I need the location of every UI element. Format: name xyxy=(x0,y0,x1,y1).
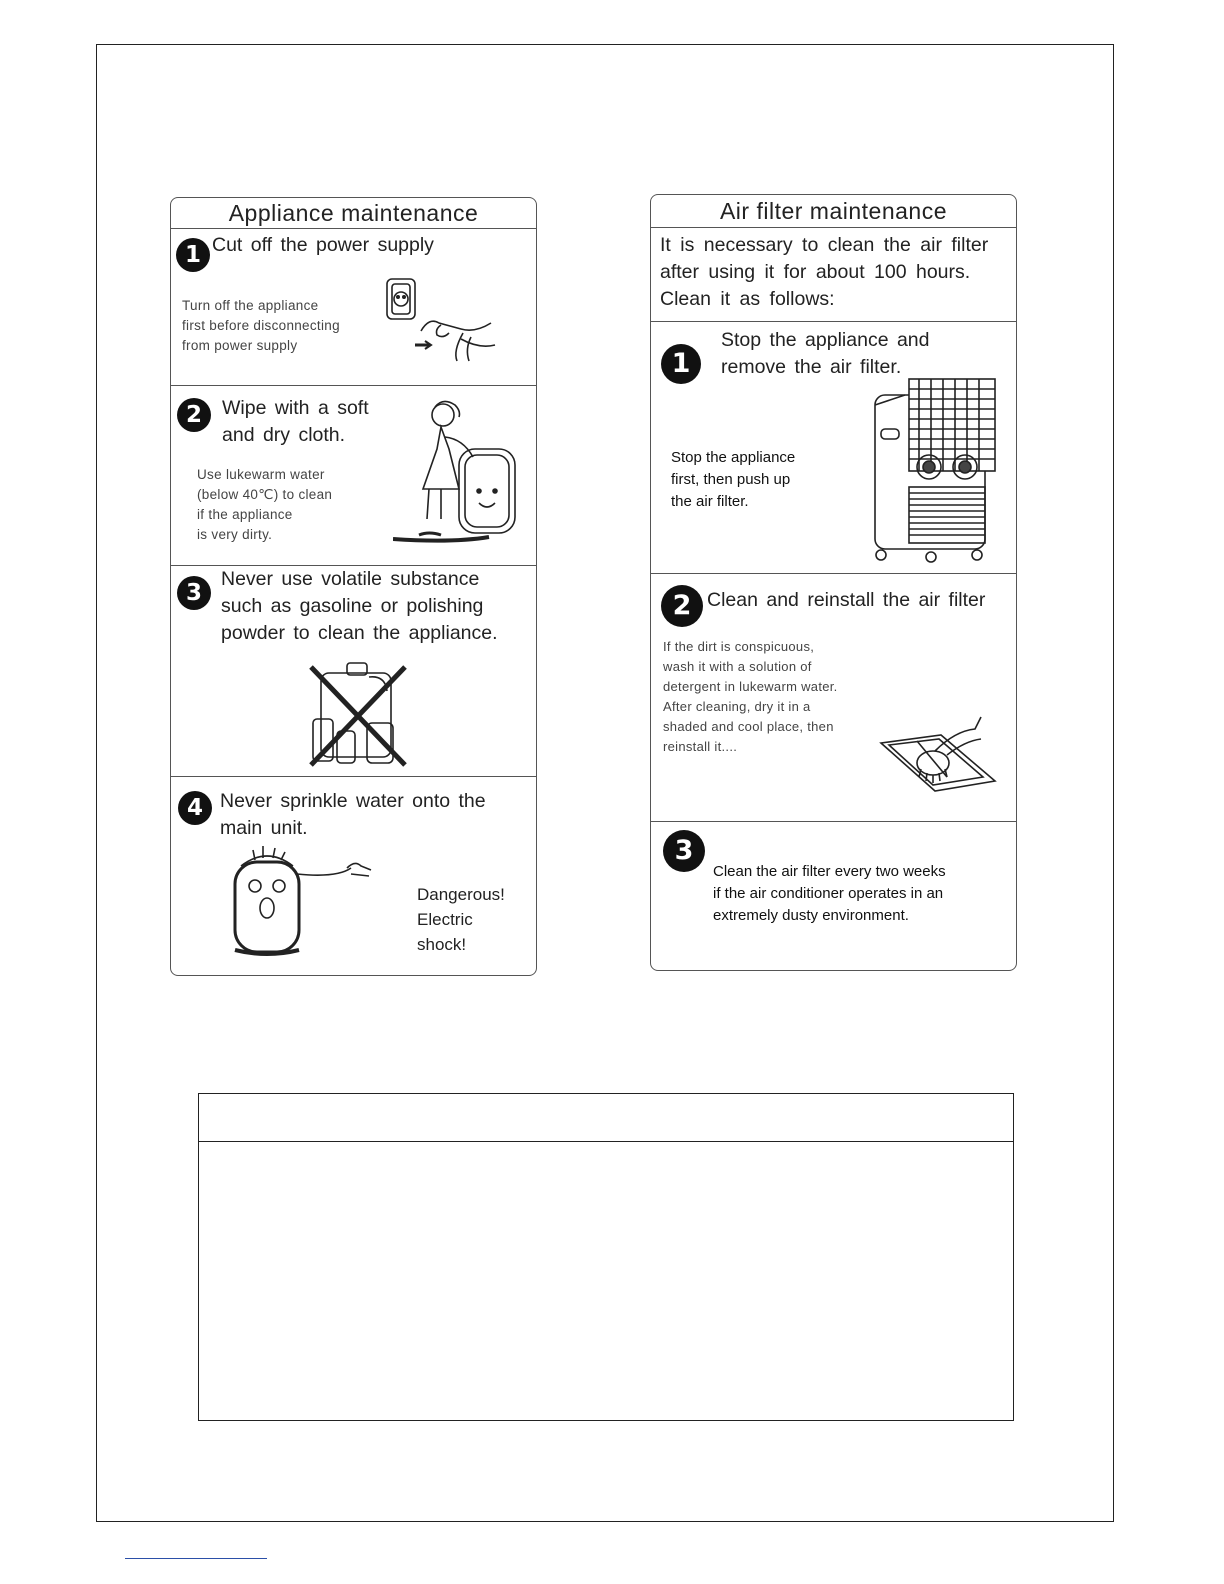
step-number-badge: 1 xyxy=(176,238,210,272)
footnote-rule xyxy=(125,1558,267,1559)
appliance-step-2 xyxy=(171,385,536,566)
unplug-illustration xyxy=(381,273,506,363)
step-number-badge: 2 xyxy=(177,398,211,432)
air-conditioner-illustration xyxy=(869,371,999,567)
appliance-step-4 xyxy=(171,776,536,976)
filter-step-3 xyxy=(651,821,1016,971)
wiping-woman-illustration xyxy=(393,397,523,547)
step-note: Stop the appliance first, then push up the air filter. xyxy=(671,449,796,510)
panel-title: Appliance maintenance xyxy=(171,198,536,229)
step-number-badge: 3 xyxy=(663,830,705,872)
step-note: Use lukewarm water (below 40℃) to clean if the appliance is very dirty. xyxy=(197,467,333,542)
water-spray-illustration xyxy=(227,846,377,958)
step-heading: Never use volatile substance such as gasoline or polishing powder to clean the appliance. xyxy=(221,568,498,644)
step-number-badge: 4 xyxy=(178,791,212,825)
crossed-out-chemicals-illustration xyxy=(307,661,411,769)
step-note: Clean the air filter every two weeks if the air conditioner operates in an extremely dusty environment. xyxy=(713,863,946,924)
step-heading: Wipe with a soft and dry cloth. xyxy=(222,397,369,446)
appliance-step-1 xyxy=(171,229,536,386)
intro-text: It is necessary to clean the air filter after using it for about 100 hours. Clean it as follows: xyxy=(660,234,989,310)
step-heading: Cut off the power supply xyxy=(212,234,434,256)
step-note: Turn off the appliance first before disconnecting from power supply xyxy=(182,298,340,353)
filter-brushing-illustration xyxy=(877,713,997,803)
empty-notes-table xyxy=(198,1093,1014,1421)
appliance-step-3 xyxy=(171,565,536,777)
appliance-maintenance-panel xyxy=(170,197,537,976)
table-header-divider xyxy=(199,1141,1013,1142)
step-note: If the dirt is conspicuous, wash it with a solution of detergent in lukewarm water. After cleaning, dry it in a shaded and cool place, then reinstall it.... xyxy=(663,639,838,754)
step-heading: Stop the appliance and remove the air filter. xyxy=(721,329,930,378)
step-number-badge: 3 xyxy=(177,576,211,610)
panel-title: Air filter maintenance xyxy=(651,195,1016,228)
filter-step-1 xyxy=(651,321,1016,574)
filter-intro xyxy=(651,228,1016,322)
step-heading: Never sprinkle water onto the main unit. xyxy=(220,790,486,839)
air-filter-maintenance-panel xyxy=(650,194,1017,971)
step-heading: Clean and reinstall the air filter xyxy=(707,589,986,611)
filter-step-2 xyxy=(651,573,1016,822)
step-number-badge: 1 xyxy=(661,344,701,384)
warning-text: Dangerous! Electric shock! xyxy=(417,885,505,954)
step-number-badge: 2 xyxy=(661,585,703,627)
